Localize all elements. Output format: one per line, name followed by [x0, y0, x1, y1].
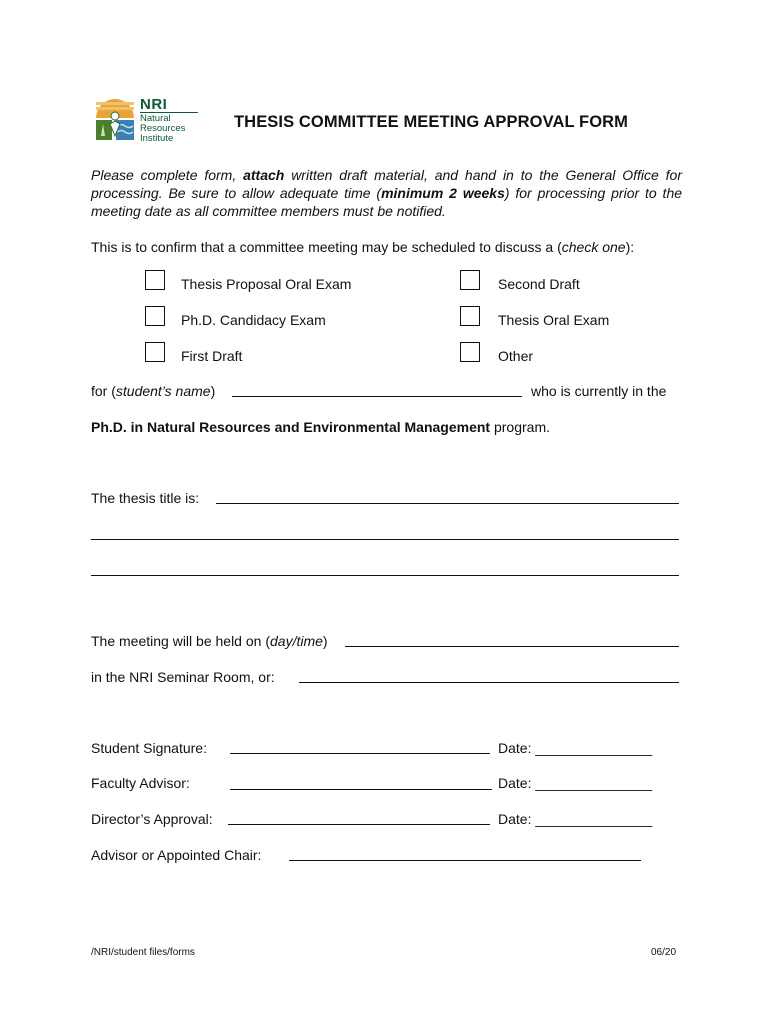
student-date-field[interactable]: _______________: [535, 740, 653, 756]
logo-divider: [140, 112, 198, 113]
checkbox-other[interactable]: [460, 342, 480, 362]
attach-emphasis: attach: [243, 167, 285, 183]
currently-in-text: who is currently in the: [531, 383, 667, 399]
student-signature-field[interactable]: [230, 753, 490, 754]
room-field[interactable]: [299, 682, 679, 683]
student-signature-label: Student Signature:: [91, 740, 207, 756]
student-name-field[interactable]: [232, 396, 522, 397]
checkbox-thesis-oral-exam[interactable]: [460, 306, 480, 326]
option-label-other: Other: [498, 348, 534, 364]
nri-logo: [92, 96, 202, 146]
meeting-time-field[interactable]: [345, 646, 679, 647]
logo-line-institute: Institute: [140, 133, 174, 144]
meeting-time-label: The meeting will be held on (day/time): [91, 633, 328, 649]
thesis-title-label: The thesis title is:: [91, 490, 200, 506]
footer-file-path: /NRI/student files/forms: [91, 947, 195, 958]
nri-emblem-icon: [92, 96, 138, 146]
student-name-label: for (student’s name): [91, 383, 216, 399]
thesis-title-field-line-3[interactable]: [91, 575, 679, 576]
form-title: THESIS COMMITTEE MEETING APPROVAL FORM: [234, 113, 629, 131]
thesis-title-field-line-1[interactable]: [216, 503, 679, 504]
director-date-field[interactable]: _______________: [535, 811, 653, 827]
logo-line-resources: Resources: [140, 123, 186, 134]
checkbox-thesis-proposal-oral-exam[interactable]: [145, 270, 165, 290]
minimum-emphasis: minimum 2 weeks: [381, 185, 505, 201]
appointed-chair-label: Advisor or Appointed Chair:: [91, 847, 262, 863]
room-label: in the NRI Seminar Room, or:: [91, 669, 275, 685]
director-date-label: Date: _______________: [498, 811, 653, 827]
logo-title: NRI: [140, 96, 168, 113]
advisor-date-label: Date: _______________: [498, 775, 653, 791]
program-statement: Ph.D. in Natural Resources and Environmental Management program.: [91, 419, 551, 435]
option-label-phd-candidacy-exam: Ph.D. Candidacy Exam: [181, 312, 326, 328]
confirm-statement: This is to confirm that a committee meeting may be scheduled to discuss a (check one):: [91, 239, 635, 255]
director-approval-label: Director’s Approval:: [91, 811, 213, 827]
program-name: Ph.D. in Natural Resources and Environmental Management: [91, 419, 491, 435]
footer-version: 06/20: [651, 947, 677, 958]
thesis-title-field-line-2[interactable]: [91, 539, 679, 540]
option-label-second-draft: Second Draft: [498, 276, 580, 292]
appointed-chair-field[interactable]: [289, 860, 641, 861]
checkbox-second-draft[interactable]: [460, 270, 480, 290]
option-label-first-draft: First Draft: [181, 348, 243, 364]
checkbox-phd-candidacy-exam[interactable]: [145, 306, 165, 326]
advisor-date-field[interactable]: _______________: [535, 775, 653, 791]
faculty-advisor-label: Faculty Advisor:: [91, 775, 190, 791]
logo-line-natural: Natural: [140, 113, 171, 124]
faculty-advisor-field[interactable]: [230, 789, 492, 790]
option-label-thesis-proposal-oral-exam: Thesis Proposal Oral Exam: [181, 276, 352, 292]
instructions-paragraph: Please complete form, attach written draft material, and hand in to the General Office for processing. Be sure to allow adequate time (minimum 2 weeks) for processing prior to the meeting date as all committee members must be notified.: [91, 167, 683, 219]
student-date-label: Date: _______________: [498, 740, 653, 756]
checkbox-first-draft[interactable]: [145, 342, 165, 362]
option-label-thesis-oral-exam: Thesis Oral Exam: [498, 312, 610, 328]
director-approval-field[interactable]: [228, 824, 490, 825]
